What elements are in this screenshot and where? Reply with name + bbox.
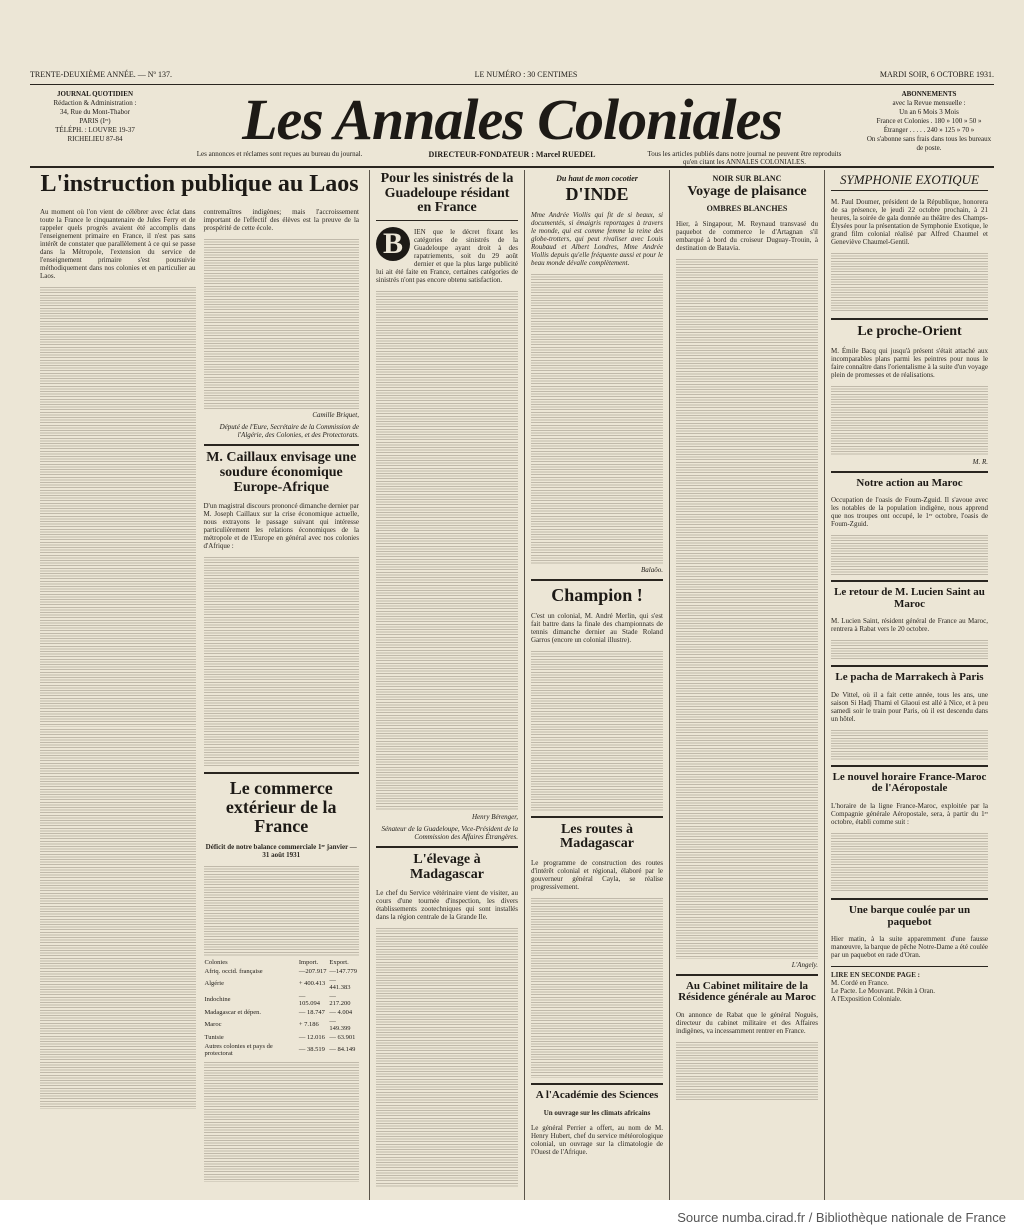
body-text-block [831,386,988,456]
article-author: Henry Bérenger, [471,813,518,822]
table-cell: — 105.094 [298,992,320,1007]
column-plaisance [670,170,825,1200]
article-lead: M. Paul Doumer, président de la République, honorera de sa présence, le jeudi 22 octobre prochain, à 21 heures, la soirée de gala donnée au théâtre des Champs-Élysées pour la présentation de Symphonie Exotique, le grand film colonial réalisé par Alfred Chaumel et Geneviève Chaumel-Gentil. [831,198,988,246]
article-lead: Au moment où l'on vient de célébrer avec éclat dans toute la France le cinquantenaire de Jules Ferry et de rappeler quels progrès avaient été accomplis dans l'enseignement primaire en France, il n'est pas sans intérêt de constater que parallèlement à ce qui se passe dans la Métropole, l'extension du service de l'enseignement primaire s'est poursuivie méthodiquement dans nos colonies et en particulier au Laos. [40,208,196,281]
article-title: Le retour de M. Lucien Saint au Maroc [834,586,985,610]
subscription-line: France et Colonies . 180 » 100 » 50 » [876,117,982,125]
body-text-block [531,898,663,1078]
subscription-line: Un an 6 Mois 3 Mois [899,108,959,116]
issue-price: LE NUMÉRO : 30 CENTIMES [474,70,578,79]
table-cell: — 12.016 [298,1033,325,1041]
table-cell: Autres colonies et pays de protectorat [204,1042,273,1057]
masthead-subscriptions [864,90,994,153]
table-row [204,1042,360,1058]
table-cell: Algérie [204,980,224,988]
article-lead: Hier, à Singapour, M. Reynaud transvasé du paquebot de commerce le d'Artagnan s'il embarqué à bord du croiseur Duguay-Trouin, à destination de Batavia. [676,219,818,252]
article-title: A l'Académie des Sciences [535,1089,659,1102]
article-lead: Le programme de construction des routes d'intérêt colonial et régional, élaboré par le gouverneur général Cayla, se réalise progressivement. [531,859,663,892]
article-lead: De Vittel, où il a fait cette année, tous les ans, une saison Si Hadj Thami el Glaoui est allé à Nice, et à peu samedi soir le train pour Paris, où il est descendu dans un hôtel. [831,690,988,723]
body-text-block [831,640,988,660]
article-title: Les routes à Madagascar [560,821,634,852]
article-lead: On annonce de Rabat que le général Noguès, directeur du cabinet militaire et des Affaires indigènes, va incessamment rentrer en France. [676,1010,818,1035]
divider [831,580,988,582]
column-briefs [825,170,994,1200]
table-row [204,1008,360,1017]
article-continuation: contremaîtres indigènes; mais l'accroissement important de l'effectif des élèves est la preuve de la prospérité de cette école. [203,208,359,233]
divider [531,816,663,818]
dropcap-letter: B [376,227,410,261]
body-text-block [204,239,360,409]
table-cell: Maroc [204,1021,222,1029]
article-title: Le pacha de Marrakech à Paris [835,671,984,684]
table-cell: Madagascar et dépen. [204,1008,261,1016]
table-cell: — 63.901 [329,1033,356,1041]
contact-line: JOURNAL QUOTIDIEN [56,90,134,98]
body-text-block [40,287,196,727]
divider [531,579,663,581]
table-cell: —147.779 [329,967,358,975]
divider [676,974,818,976]
divider [831,318,988,320]
body-text-block [831,730,988,760]
body-text-block [831,253,988,313]
table-header-cell: Import. [298,958,319,966]
article-author-title: Sénateur de la Guadeloupe, Vice-Président de la Commission des Affaires Étrangères. [381,825,518,842]
table-cell: Tunisie [204,1033,224,1041]
table-row [204,1017,360,1033]
table-cell: — 441.383 [329,976,351,991]
laos-subcolumn-left [36,201,200,1184]
body-text-block [531,651,663,811]
newspaper-title: Les Annales Coloniales [242,87,782,152]
table-header [204,958,360,967]
article-author-title: Député de l'Eure, Secrétaire de la Commission de l'Algérie, des Colonies, et des Protectorats. [219,423,359,440]
table-cell: — 38.519 [298,1046,325,1054]
header-line [30,70,994,85]
article-title: Pour les sinistrés de la Guadeloupe résidant en France [380,171,514,216]
table-row [204,992,360,1008]
column-inde [525,170,670,1200]
article-title: M. Caillaux envisage une soudure économique Europe-Afrique [206,450,357,495]
article-subtitle: Déficit de notre balance commerciale 1ᵉʳ janvier — 31 août 1931 [205,842,357,859]
article-lead: M. Émile Bacq qui jusqu'à présent s'était attaché aux incomparables plans parmi les peintres pour nous le faire connaître dans l'orientalisme à la suite d'un voyage plein de promesses et de réalisations. [831,346,988,379]
article-author: Camille Briquet, [312,411,359,420]
divider [376,220,518,221]
article-lead: Mme Andrée Viollis qui fit de si beaux, si documentés, si émaigris reportages à travers le monde, qui est comme femme la reine des globe-trotters, qui peut rivaliser avec Louis Roubaud et Albert Londres, Mme Andrée Viollis depuis qu'elle fréquente aussi et pour le beau monde dévalle complètement. [531,210,663,267]
source-credit: Source numba.cirad.fr / Bibliothèque nationale de France [677,1210,1006,1225]
article-kicker: NOIR SUR BLANC [712,174,782,183]
masthead-subline [180,150,844,166]
issue-number: TRENTE-DEUXIÈME ANNÉE. — Nº 137. [30,70,173,79]
article-title: Le nouvel horaire France-Maroc de l'Aéropostale [832,770,987,795]
divider [831,966,988,967]
trade-table [204,958,360,1058]
list-item: A l'Exposition Coloniale. [831,995,902,1004]
article-title: Notre action au Maroc [856,476,963,489]
article-title: Champion ! [551,584,643,605]
body-text-block [531,274,663,564]
body-text-block [376,291,518,811]
divider [831,765,988,767]
body-text-block [676,1042,818,1102]
table-cell: Afriq. occid. française [204,967,263,975]
body-text-block [831,535,988,575]
table-row [204,976,360,992]
body-text-block [831,833,988,893]
article-title: Voyage de plaisance [687,184,807,199]
article-title: Une barque coulée par un paquebot [848,903,971,928]
article-author: Balaôo. [641,565,663,574]
column-guadeloupe [370,170,525,1200]
list-item: Le Pacte. Le Mouvant. Pékin à Oran. [831,987,935,996]
divider [376,846,518,848]
table-cell: — 149.399 [329,1017,351,1032]
article-title: L'élevage à Madagascar [410,852,484,882]
subscription-line: ABONNEMENTS [901,90,957,98]
article-title: Le commerce extérieur de la France [225,778,337,837]
article-lead: L'horaire de la ligne France-Maroc, exploitée par la Compagnie générale Aéropostale, sera, à partir du 1ᵉʳ octobre, établi comme suit : [831,801,988,826]
table-row [204,1033,360,1042]
article-subtitle: OMBRES BLANCHES [706,203,788,213]
divider [831,471,988,473]
divider [831,898,988,900]
divider [831,665,988,667]
divider [531,1083,663,1085]
table-header-cell: Colonies [204,958,228,966]
article-lead: Le chef du Service vétérinaire vient de visiter, au cours d'une tournée d'inspection, les divers établissements zootechniques qui sont installés dans la région centrale de la Grande Ile. [376,889,518,922]
article-title: SYMPHONIE EXOTIQUE [831,172,988,191]
body-text-block [40,729,196,1109]
contact-line: PARIS (Iᵉʳ) [79,117,111,125]
article-lead: M. Lucien Saint, résident général de France au Maroc, rentrera à Rabat vers le 20 octobre. [831,617,988,634]
article-lead: D'un magistral discours prononcé dimanche dernier par M. Joseph Caillaux sur la crise économique actuelle, nous extrayons le passage suivant qui intéresse particulièrement les relations économiques de la métropole et de l'Europe en général avec nos colonies d'Afrique : [203,502,359,551]
table-header-cell: Export. [329,958,349,966]
table-cell: + 400.413 [298,980,326,988]
article-author: L'Angely. [791,960,818,969]
contact-line: RICHELIEU 87-84 [67,135,123,143]
body-text-block [676,259,818,959]
masthead-ads-note: Les annonces et réclames sont reçues au bureau du journal. [196,150,363,158]
table-cell: — 4.004 [329,1008,353,1016]
body-text-block [204,866,360,956]
masthead-contact [30,90,160,144]
masthead-director: DIRECTEUR-FONDATEUR : Marcel RUEDEL [428,150,596,159]
body-text-block [204,557,360,767]
article-lead: Hier matin, à la suite apparemment d'une fausse manœuvre, la barque de pêche Notre-Dame a été coulée par un paquebot en rade d'Oran. [831,935,988,960]
contact-line: 34, Rue du Mont-Thabor [60,108,130,116]
body-text-block [204,1062,360,1182]
masthead-reproduction-note: Tous les articles publiés dans notre journal ne peuvent être reproduits qu'en citant les ANNALES COLONIALES. [647,150,842,166]
table-cell: —207.917 [298,967,327,975]
body-text-block [376,928,518,1188]
list-item: M. Cordé en France. [831,979,889,988]
table-cell: — 84.149 [329,1046,356,1054]
table-cell: + 7.186 [298,1021,319,1029]
article-subtitle: Un ouvrage sur les climats africains [543,1108,651,1117]
article-kicker: Du haut de mon cocotier [556,174,638,183]
table-cell: — 217.200 [329,992,351,1007]
divider [204,772,360,774]
subscription-line: avec la Revue mensuelle : [892,99,966,107]
divider [204,444,360,446]
see-page-two-heading: LIRE EN SECONDE PAGE : [831,971,920,980]
table-cell: Indochine [204,996,231,1004]
article-lead: Occupation de l'oasis de Foum-Zguid. Il s'avoue avec les notables de la population indigène, nous apprend que nos troupes ont occupé, le 1ᵉʳ octobre, l'oasis de Foum-Zguid. [831,496,988,529]
article-title: Au Cabinet militaire de la Résidence générale au Maroc [678,979,816,1004]
article-lead: Le général Perrier a offert, au nom de M. Henry Hubert, chef du service météorologique colonial, un ouvrage sur la climatologie de l'Ouest de l'Afrique. [531,1123,663,1156]
subscription-line: On s'abonne sans frais dans tous les bureaux de poste. [866,135,992,152]
article-title: D'INDE [565,184,629,204]
columns [30,170,994,1200]
issue-date: MARDI SOIR, 6 OCTOBRE 1931. [879,70,994,79]
table-row [204,967,360,976]
article-lead: IEN que le décret fixant les catégories de sinistrés de la Guadeloupe ayant droit à des rapatriements, soit du 29 août dernier et que la plus large publicité lui ait été faite en France, certaines catégories de sinistrés n'ont pas encore obtenu satisfaction. [376,228,518,285]
column-laos [30,170,370,1200]
masthead [30,86,994,168]
article-author: M. R. [972,457,988,466]
subscription-line: Étranger . . . . . 240 » 125 » 70 » [883,126,975,134]
article-lead: C'est un colonial, M. André Merlin, qui s'est fait battre dans la finale des championnats de tennis dimanche dernier au Stade Roland Garros (encore un colonial illustre). [531,611,663,644]
article-title: Le proche-Orient [857,324,962,339]
contact-line: TÉLÉPH. : LOUVRE 19-37 [55,126,135,134]
contact-line: Rédaction & Administration : [53,99,137,107]
table-cell: — 18.747 [298,1008,325,1016]
article-title: L'instruction publique au Laos [40,171,359,197]
laos-subcolumn-right [200,201,364,1184]
